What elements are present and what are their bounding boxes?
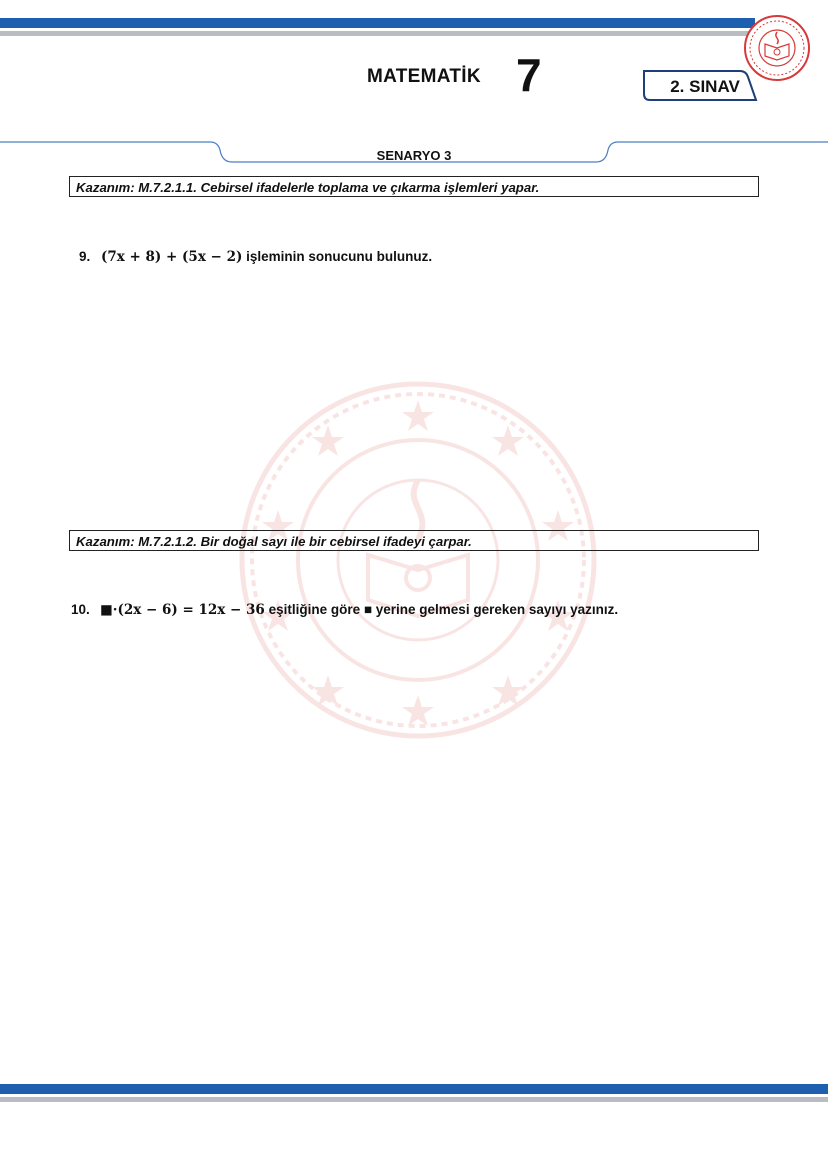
question-9 <box>79 249 432 265</box>
question-equation: ■·(2x − 6) = 12x − 36 <box>100 602 265 618</box>
bottom-grey-bar <box>0 1097 828 1102</box>
question-number: 9. <box>79 249 91 264</box>
top-grey-bar <box>0 31 755 36</box>
grade-number: 7 <box>516 49 542 101</box>
subject-title: MATEMATİK <box>367 66 481 87</box>
scenario-title: SENARYO 3 <box>376 148 452 163</box>
exam-label: 2. SINAV <box>670 77 740 96</box>
top-blue-bar <box>0 18 755 28</box>
question-number: 10. <box>71 602 90 617</box>
outcome-box-2: Kazanım: M.7.2.1.2. Bir doğal sayı ile bir cebirsel ifadeyi çarpar. <box>69 530 759 551</box>
meb-seal-watermark-icon <box>238 380 598 740</box>
question-expression: (7x + 8) + (5x − 2) <box>101 249 243 265</box>
bottom-blue-bar <box>0 1084 828 1094</box>
question-text-end: yerine gelmesi gereken sayıyı yazınız. <box>372 602 619 617</box>
question-text: işleminin sonucunu bulunuz. <box>242 249 433 264</box>
question-text-mid: eşitliğine göre <box>264 602 364 617</box>
question-10 <box>71 602 618 618</box>
black-square-symbol: ■ <box>363 602 373 617</box>
outcome-box-1: Kazanım: M.7.2.1.1. Cebirsel ifadelerle toplama ve çıkarma işlemleri yapar. <box>69 176 759 197</box>
